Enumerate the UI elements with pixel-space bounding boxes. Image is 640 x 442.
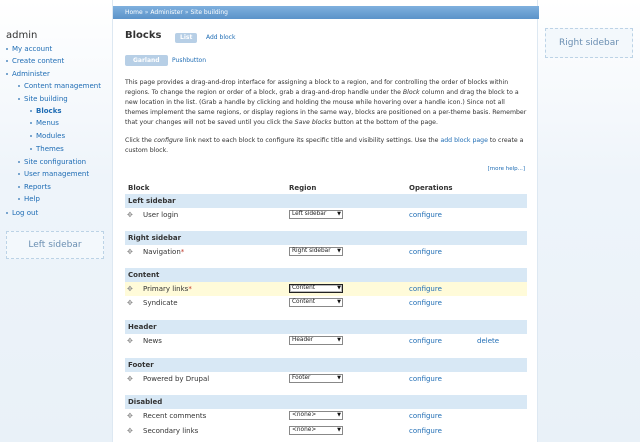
nav-site-configuration[interactable]: Site configuration <box>18 157 86 168</box>
drag-handle-icon[interactable]: ✥ <box>127 412 133 420</box>
bullet-icon <box>18 186 20 188</box>
breadcrumb-administer[interactable]: Administer <box>150 9 183 16</box>
bullet-icon <box>30 135 32 137</box>
nav-help[interactable]: Help <box>18 194 40 205</box>
page-title: Blocks <box>125 30 162 41</box>
changed-marker: * <box>188 285 192 293</box>
nav-site-building[interactable]: Site building <box>18 94 68 105</box>
drag-handle-icon[interactable]: ✥ <box>127 427 133 435</box>
region-select[interactable]: <none> ▼ <box>289 426 343 435</box>
table-row: ✥ Powered by Drupal Footer ▼ configure <box>127 375 442 383</box>
help-text-configure: Click the configure link next to each block to configure its specific title and visibility settings. Use the add block page to create a custom block. <box>125 137 524 154</box>
left-sidebar-region-placeholder: Left sidebar <box>6 231 104 259</box>
configure-link[interactable]: configure <box>409 337 442 345</box>
subtab-garland[interactable]: Garland <box>125 55 168 66</box>
drag-handle-icon[interactable]: ✥ <box>127 337 133 345</box>
nav-administer[interactable]: Administer <box>6 69 50 80</box>
chevron-down-icon: ▼ <box>337 337 341 343</box>
nav-user-management[interactable]: User management <box>18 169 89 180</box>
chevron-down-icon: ▼ <box>337 211 341 217</box>
header-block: Block <box>128 184 150 192</box>
bullet-icon <box>6 212 8 214</box>
region-row-footer: Footer <box>125 358 527 372</box>
chevron-down-icon: ▼ <box>337 299 341 305</box>
nav-menus[interactable]: Menus <box>30 118 59 129</box>
drag-handle-icon[interactable]: ✥ <box>127 211 133 219</box>
chevron-down-icon: ▼ <box>337 248 341 254</box>
drag-handle-icon[interactable]: ✥ <box>127 285 133 293</box>
configure-link[interactable]: configure <box>409 427 442 435</box>
subtab-pushbutton[interactable]: Pushbutton <box>172 57 207 64</box>
configure-link[interactable]: configure <box>409 375 442 383</box>
breadcrumb-separator: » <box>144 9 149 16</box>
breadcrumb-site-building[interactable]: Site building <box>190 9 228 16</box>
drag-handle-icon[interactable]: ✥ <box>127 299 133 307</box>
region-row-content: Content <box>125 268 527 282</box>
region-select[interactable]: Content ▼ <box>289 284 343 293</box>
drag-handle-icon[interactable]: ✥ <box>127 375 133 383</box>
configure-link[interactable]: configure <box>409 285 442 293</box>
breadcrumb-separator: » <box>184 9 189 16</box>
nav-log-out[interactable]: Log out <box>6 208 38 219</box>
region-select[interactable]: Left sidebar ▼ <box>289 210 343 219</box>
add-block-page-link[interactable]: add block page <box>440 137 488 144</box>
help-text-intro: This page provides a drag-and-drop interface for assigning a block to a region, and for controlling the order of blocks within regions. To change the region or order of a block, grab a drag-and-drop handle under the Block column and drag the block to a new location in the list. (Grab a handle by clicking and holding the mouse while hovering over a handle icon.) Since not all themes implement the same regions, or display regions in the same way, blocks are positioned on a per-theme basis. Remember that your changes will not be saved until you click the Save blocks button at the bottom of the page. <box>125 79 527 126</box>
chevron-down-icon: ▼ <box>337 375 341 381</box>
region-select[interactable]: Header ▼ <box>289 336 343 345</box>
bullet-icon <box>6 73 8 75</box>
header-region: Region <box>289 184 317 192</box>
chevron-down-icon: ▼ <box>337 412 341 418</box>
nav-create-content[interactable]: Create content <box>6 56 64 67</box>
bullet-icon <box>30 110 32 112</box>
nav-reports[interactable]: Reports <box>18 182 51 193</box>
bullet-icon <box>30 122 32 124</box>
region-select[interactable]: Content ▼ <box>289 298 343 307</box>
table-header <box>125 182 527 194</box>
chevron-down-icon: ▼ <box>337 427 341 433</box>
bullet-icon <box>6 48 8 50</box>
more-help-link[interactable]: [more help...] <box>487 166 525 172</box>
main-content <box>112 0 538 442</box>
region-row-right-sidebar: Right sidebar <box>125 231 527 245</box>
bullet-icon <box>18 198 20 200</box>
bullet-icon <box>18 98 20 100</box>
changed-marker: * <box>180 248 185 256</box>
delete-link[interactable]: delete <box>477 337 500 345</box>
drag-handle-icon[interactable]: ✥ <box>127 248 133 256</box>
configure-link[interactable]: configure <box>409 412 442 420</box>
region-select[interactable]: Right sidebar ▼ <box>289 247 343 256</box>
configure-link[interactable]: configure <box>409 248 442 256</box>
nav-my-account[interactable]: My account <box>6 44 52 55</box>
tab-add-block[interactable]: Add block <box>206 34 236 41</box>
bullet-icon <box>18 161 20 163</box>
table-row: ✥ Navigation* Right sidebar ▼ configure <box>127 248 442 256</box>
table-row: ✥ Recent comments <none> ▼ configure <box>127 412 442 420</box>
bullet-icon <box>18 85 20 87</box>
sidebar-user-title: admin <box>6 30 38 41</box>
table-row: ✥ User login Left sidebar ▼ configure <box>127 211 442 219</box>
breadcrumb <box>113 6 539 19</box>
table-row: ✥ Syndicate Content ▼ configure <box>127 299 442 307</box>
nav-content-management[interactable]: Content management <box>18 81 101 92</box>
region-row-left-sidebar: Left sidebar <box>125 194 527 208</box>
nav-themes[interactable]: Themes <box>30 144 64 155</box>
bullet-icon <box>30 148 32 150</box>
configure-link[interactable]: configure <box>409 211 442 219</box>
bullet-icon <box>6 60 8 62</box>
tab-list[interactable]: List <box>175 33 197 43</box>
breadcrumb-home[interactable]: Home <box>125 9 143 16</box>
bullet-icon <box>18 173 20 175</box>
table-row: ✥ Secondary links <none> ▼ configure <box>127 427 442 435</box>
configure-link[interactable]: configure <box>409 299 442 307</box>
chevron-down-icon: ▼ <box>337 285 341 291</box>
region-row-header: Header <box>125 320 527 334</box>
table-row: ✥ Primary links* Content ▼ configure <box>125 282 527 296</box>
region-row-disabled: Disabled <box>125 395 527 409</box>
right-sidebar-region-placeholder: Right sidebar <box>545 28 633 58</box>
nav-modules[interactable]: Modules <box>30 131 65 142</box>
header-operations: Operations <box>409 184 453 192</box>
region-select[interactable]: Footer ▼ <box>289 374 343 383</box>
table-row: ✥ News Header ▼ configure delete <box>127 337 500 345</box>
region-select[interactable]: <none> ▼ <box>289 411 343 420</box>
nav-blocks[interactable]: Blocks <box>30 106 62 117</box>
